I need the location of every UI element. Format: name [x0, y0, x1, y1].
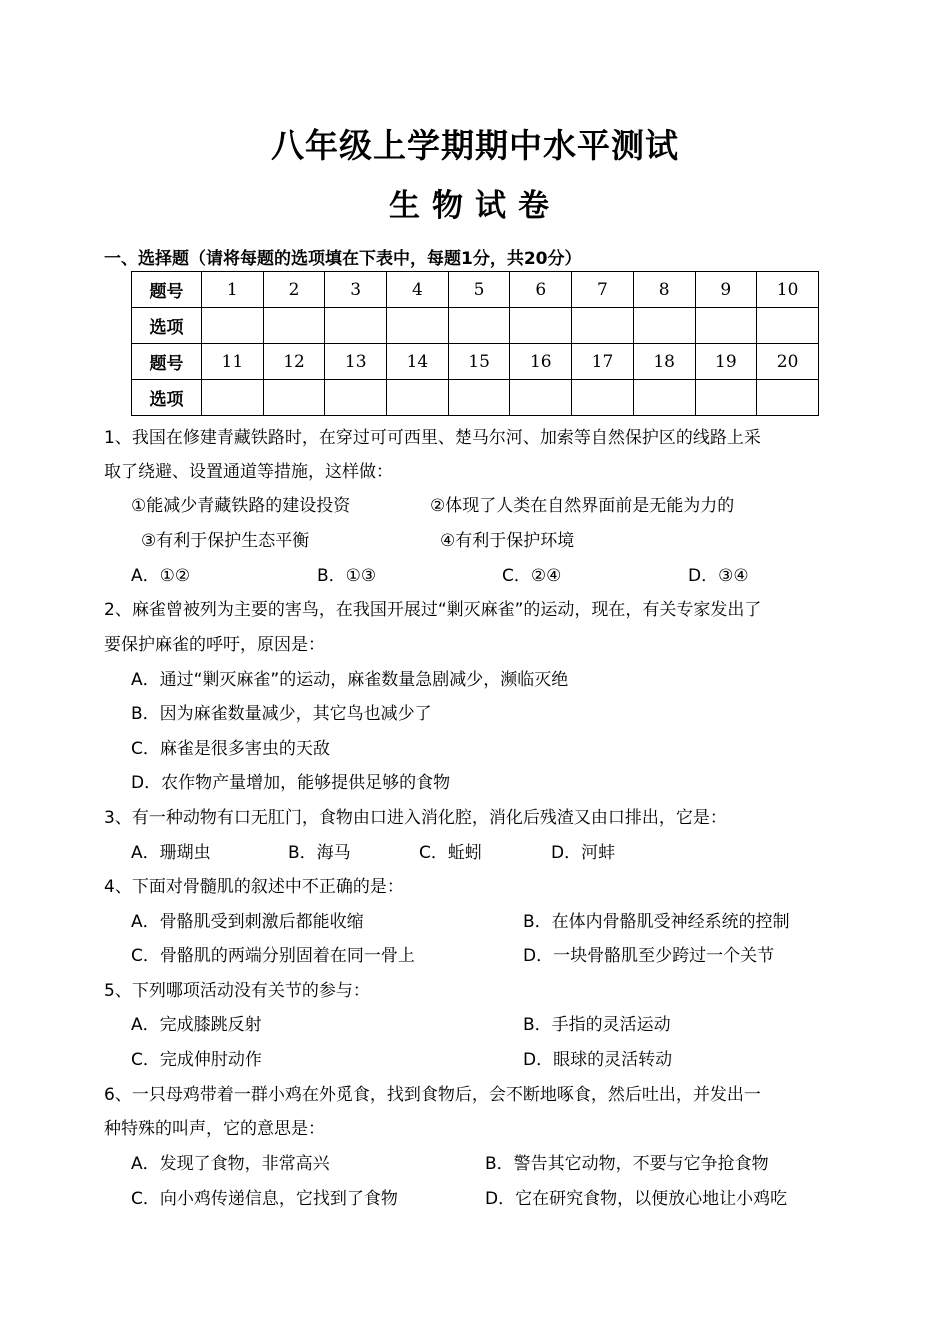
- question-2-option-c[interactable]: C．麻雀是很多害虫的天敌: [131, 739, 330, 759]
- answer-cell[interactable]: [263, 380, 325, 416]
- question-1-stem-line1: 1、我国在修建青藏铁路时，在穿过可可西里、楚马尔河、加索等自然保护区的线路上采: [104, 428, 761, 448]
- question-2-stem-line1: 2、麻雀曾被列为主要的害鸟，在我国开展过“剿灭麻雀”的运动，现在，有关专家发出了: [104, 600, 762, 620]
- answer-cell[interactable]: [448, 380, 510, 416]
- question-1-option-d[interactable]: D．③④: [688, 566, 749, 586]
- table-cell-number: 3: [325, 272, 387, 308]
- question-6-option-d[interactable]: D．它在研究食物，以便放心地让小鸡吃: [485, 1189, 788, 1209]
- table-row-answers-1: [132, 308, 819, 344]
- table-cell-number: 17: [572, 344, 634, 380]
- table-cell-number: 4: [387, 272, 449, 308]
- answer-cell[interactable]: [695, 308, 757, 344]
- answer-cell[interactable]: [510, 380, 572, 416]
- answer-cell[interactable]: [572, 308, 634, 344]
- question-1-option-a[interactable]: A．①②: [131, 566, 191, 586]
- table-row-answers-2: [132, 380, 819, 416]
- row-label-number: 题号: [132, 272, 202, 308]
- question-6-option-c[interactable]: C．向小鸡传递信息，它找到了食物: [131, 1189, 398, 1209]
- question-2-stem-line2: 要保护麻雀的呼吁，原因是：: [104, 635, 325, 655]
- question-2-option-d[interactable]: D．农作物产量增加，能够提供足够的食物: [131, 773, 451, 793]
- question-3-option-c[interactable]: C．蚯蚓: [419, 843, 482, 863]
- answer-cell[interactable]: [572, 380, 634, 416]
- question-5-stem: 5、下列哪项活动没有关节的参与：: [104, 981, 370, 1001]
- table-cell-number: 13: [325, 344, 387, 380]
- question-6-option-a[interactable]: A．发现了食物，非常高兴: [131, 1154, 330, 1174]
- question-5-option-c[interactable]: C．完成伸肘动作: [131, 1050, 262, 1070]
- answer-table: [131, 271, 819, 416]
- table-cell-number: 19: [695, 344, 757, 380]
- question-4-stem: 4、下面对骨髓肌的叙述中不正确的是：: [104, 877, 404, 897]
- question-5-option-d[interactable]: D．眼球的灵活转动: [523, 1050, 673, 1070]
- question-1-option-b[interactable]: B．①③: [317, 566, 377, 586]
- table-cell-number: 8: [633, 272, 695, 308]
- table-cell-number: 10: [757, 272, 819, 308]
- answer-cell[interactable]: [202, 308, 264, 344]
- question-2-option-b[interactable]: B．因为麻雀数量减少，其它鸟也减少了: [131, 704, 432, 724]
- answer-cell[interactable]: [633, 308, 695, 344]
- question-1-stem-line2: 取了绕避、设置通道等措施，这样做：: [104, 462, 393, 482]
- table-cell-number: 20: [757, 344, 819, 380]
- row-label-answer: 选项: [132, 308, 202, 344]
- answer-cell[interactable]: [633, 380, 695, 416]
- table-cell-number: 7: [572, 272, 634, 308]
- table-cell-number: 9: [695, 272, 757, 308]
- answer-cell[interactable]: [757, 308, 819, 344]
- answer-cell[interactable]: [757, 380, 819, 416]
- answer-cell[interactable]: [510, 308, 572, 344]
- question-1-statement-4: ④有利于保护环境: [440, 531, 575, 551]
- table-row-numbers-1: [132, 272, 819, 308]
- answer-cell[interactable]: [263, 308, 325, 344]
- question-6-option-b[interactable]: B．警告其它动物，不要与它争抢食物: [485, 1154, 769, 1174]
- table-cell-number: 18: [633, 344, 695, 380]
- question-1-statement-2: ②体现了人类在自然界面前是无能为力的: [430, 496, 735, 516]
- answer-cell[interactable]: [387, 308, 449, 344]
- table-cell-number: 16: [510, 344, 572, 380]
- question-4-option-c[interactable]: C．骨骼肌的两端分别固着在同一骨上: [131, 946, 415, 966]
- table-cell-number: 15: [448, 344, 510, 380]
- question-6-stem-line2: 种特殊的叫声，它的意思是：: [104, 1119, 325, 1139]
- table-cell-number: 1: [202, 272, 264, 308]
- question-5-option-a[interactable]: A．完成膝跳反射: [131, 1015, 262, 1035]
- question-3-option-a[interactable]: A．珊瑚虫: [131, 843, 211, 863]
- question-3-option-d[interactable]: D．河蚌: [551, 843, 616, 863]
- table-cell-number: 11: [202, 344, 264, 380]
- answer-cell[interactable]: [202, 380, 264, 416]
- question-4-option-b[interactable]: B．在体内骨骼肌受神经系统的控制: [523, 912, 790, 932]
- question-4-option-d[interactable]: D．一块骨骼肌至少跨过一个关节: [523, 946, 775, 966]
- answer-cell[interactable]: [448, 308, 510, 344]
- question-4-option-a[interactable]: A．骨骼肌受到刺激后都能收缩: [131, 912, 364, 932]
- question-5-option-b[interactable]: B．手指的灵活运动: [523, 1015, 671, 1035]
- table-cell-number: 12: [263, 344, 325, 380]
- answer-cell[interactable]: [387, 380, 449, 416]
- page-subtitle: 生物试卷: [389, 188, 561, 224]
- table-cell-number: 6: [510, 272, 572, 308]
- question-1-statement-1: ①能减少青藏铁路的建设投资: [131, 496, 351, 516]
- table-row-numbers-2: [132, 344, 819, 380]
- table-cell-number: 2: [263, 272, 325, 308]
- question-2-option-a[interactable]: A．通过“剿灭麻雀”的运动，麻雀数量急剧减少，濒临灭绝: [131, 670, 569, 690]
- answer-cell[interactable]: [325, 308, 387, 344]
- answer-cell[interactable]: [695, 380, 757, 416]
- page-title: 八年级上学期期中水平测试: [271, 126, 679, 165]
- question-1-option-c[interactable]: C．②④: [502, 566, 562, 586]
- row-label-answer: 选项: [132, 380, 202, 416]
- row-label-number: 题号: [132, 344, 202, 380]
- question-3-option-b[interactable]: B．海马: [288, 843, 351, 863]
- question-6-stem-line1: 6、一只母鸡带着一群小鸡在外觅食，找到食物后，会不断地啄食，然后吐出，并发出一: [104, 1085, 761, 1105]
- table-cell-number: 14: [387, 344, 449, 380]
- question-3-stem: 3、有一种动物有口无肛门，食物由口进入消化腔，消化后残渣又由口排出，它是：: [104, 808, 727, 828]
- question-1-statement-3: ③有利于保护生态平衡: [141, 531, 310, 551]
- section-heading: 一、选择题（请将每题的选项填在下表中，每题1分，共20分）: [104, 249, 582, 269]
- answer-cell[interactable]: [325, 380, 387, 416]
- table-cell-number: 5: [448, 272, 510, 308]
